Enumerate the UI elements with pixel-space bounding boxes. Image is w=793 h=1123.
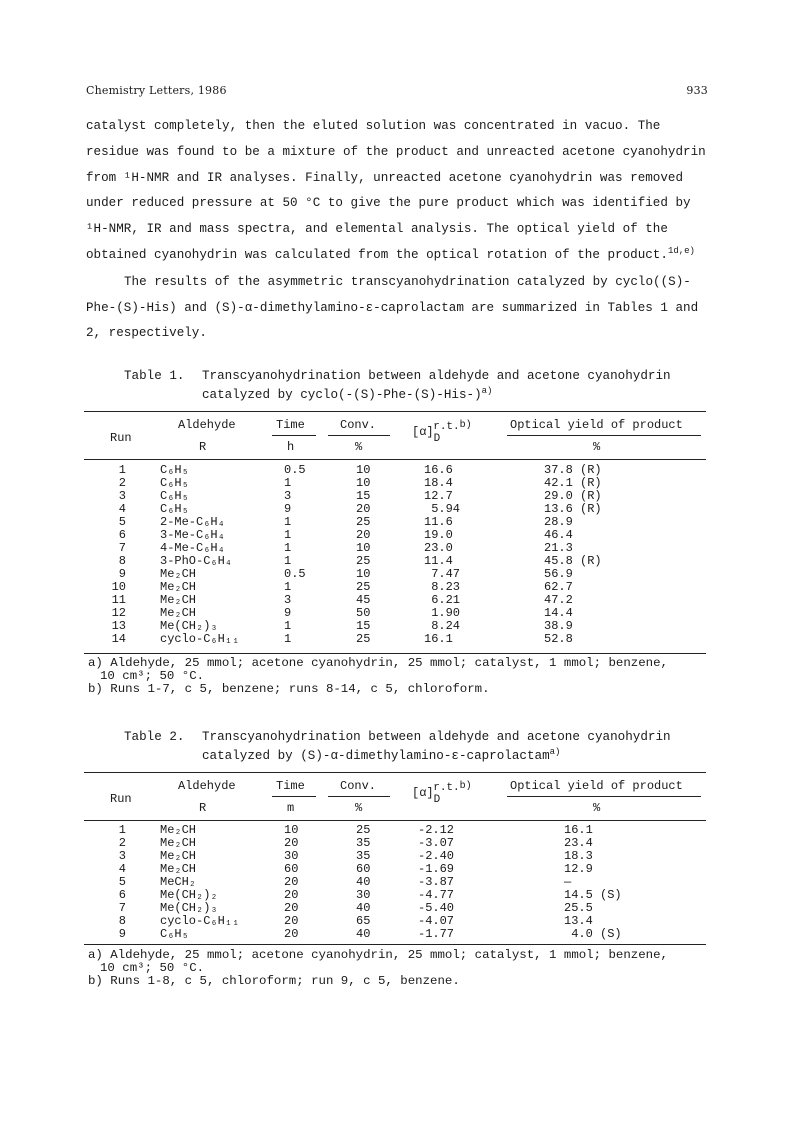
table1-cell-run: 7 bbox=[118, 541, 126, 555]
table2-cell-time: 20 bbox=[284, 901, 299, 915]
table1-cell-conversion: 50 bbox=[356, 606, 371, 620]
table1-caption-line1: Transcyanohydrination between aldehyde and acetone cyanohydrin bbox=[202, 369, 671, 383]
table1-cell-optical-yield: 46.4 bbox=[544, 528, 573, 542]
rotation-note: b) bbox=[459, 781, 472, 792]
table1-cell-rotation: 16.6 bbox=[424, 463, 453, 477]
rotation-note: b) bbox=[459, 420, 472, 431]
table1-cell-conversion: 10 bbox=[356, 463, 371, 477]
table1-cell-aldehyde: C₆H₅ bbox=[160, 476, 189, 490]
table1-cell-rotation: 19.0 bbox=[424, 528, 453, 542]
table1-cell-rotation: 18.4 bbox=[424, 476, 453, 490]
table1-header-time-unit: h bbox=[287, 440, 295, 454]
body-line: from ¹H-NMR and IR analyses. Finally, unreacted acetone cyanohydrin was removed bbox=[86, 170, 684, 185]
page-number: 933 bbox=[686, 84, 708, 97]
table2-cell-conversion: 40 bbox=[356, 901, 371, 915]
table2-cell-run: 2 bbox=[118, 836, 126, 850]
table1-cell-optical-yield: 47.2 bbox=[544, 593, 573, 607]
table2-header-run: Run bbox=[110, 792, 132, 806]
table1-cell-conversion: 15 bbox=[356, 619, 371, 633]
table1-cell-optical-yield: 13.6 (R) bbox=[544, 502, 602, 516]
rotation-sub: D bbox=[433, 794, 441, 806]
table2-header-conv: Conv. bbox=[340, 779, 377, 793]
table1-cell-conversion: 45 bbox=[356, 593, 371, 607]
table1-header-rule bbox=[84, 459, 706, 460]
table1-cell-time: 1 bbox=[284, 515, 292, 529]
table2-header-rule bbox=[84, 820, 706, 821]
table2-cell-rotation: -1.77 bbox=[418, 927, 455, 941]
table1-cell-run: 13 bbox=[111, 619, 126, 633]
body-line: ¹H-NMR, IR and mass spectra, and elemental analysis. The optical yield of the bbox=[86, 222, 668, 237]
table1-cell-optical-yield: 14.4 bbox=[544, 606, 573, 620]
table2-cell-conversion: 40 bbox=[356, 927, 371, 941]
table2-label: Table 2. bbox=[124, 730, 185, 744]
body-line: Phe-(S)-His) and (S)-α-dimethylamino-ε-caprolactam are summarized in Tables 1 and bbox=[86, 300, 699, 315]
table1-cell-optical-yield: 45.8 (R) bbox=[544, 554, 602, 568]
table2-cell-aldehyde: Me(CH₂)₂ bbox=[160, 888, 218, 902]
table1-cell-run: 9 bbox=[118, 567, 126, 581]
body-line: 2, respectively. bbox=[86, 326, 207, 341]
table2-cell-rotation: -1.69 bbox=[418, 862, 455, 876]
table1-bottom-rule bbox=[84, 653, 706, 654]
table2-body bbox=[84, 824, 706, 941]
table1-cell-aldehyde: 3-Me-C₆H₄ bbox=[160, 528, 225, 542]
table2-cell-run: 6 bbox=[118, 888, 126, 902]
body-line: under reduced pressure at 50 °C to give the pure product which was identified by bbox=[86, 196, 691, 211]
table2-cell-conversion: 30 bbox=[356, 888, 371, 902]
table2-header-rotation bbox=[412, 781, 472, 806]
table1-cell-optical-yield: 38.9 bbox=[544, 619, 573, 633]
table1-row bbox=[84, 633, 706, 646]
table1-cell-aldehyde: C₆H₅ bbox=[160, 502, 189, 516]
table2-cell-time: 20 bbox=[284, 875, 299, 889]
table2-cell-run: 1 bbox=[118, 823, 126, 837]
table1-conv-underline bbox=[328, 435, 390, 436]
table1-cell-aldehyde: Me₂CH bbox=[160, 593, 197, 607]
table1-cell-aldehyde: Me₂CH bbox=[160, 606, 197, 620]
table2-row bbox=[84, 928, 706, 941]
table1-cell-conversion: 25 bbox=[356, 632, 371, 646]
table2-cell-optical-yield: 25.5 bbox=[564, 901, 593, 915]
body-line: The results of the asymmetric transcyanohydrination catalyzed by cyclo((S)- bbox=[124, 274, 691, 289]
table2-caption bbox=[124, 728, 671, 766]
table1-cell-optical-yield: 21.3 bbox=[544, 541, 573, 555]
table2-footnotes bbox=[88, 949, 668, 988]
table1-header-run: Run bbox=[110, 431, 132, 445]
table1-header-rotation bbox=[412, 420, 472, 445]
table1-caption bbox=[124, 367, 671, 405]
table1-cell-run: 12 bbox=[111, 606, 126, 620]
table2-cell-aldehyde: Me₂CH bbox=[160, 823, 197, 837]
table2-conv-underline bbox=[328, 796, 390, 797]
table1-header-aldehyde: Aldehyde bbox=[178, 418, 236, 432]
table1-cell-optical-yield: 28.9 bbox=[544, 515, 573, 529]
table2-cell-run: 4 bbox=[118, 862, 126, 876]
table1-cell-rotation: 16.1 bbox=[424, 632, 453, 646]
table2-cell-aldehyde: Me₂CH bbox=[160, 862, 197, 876]
table1-cell-rotation: 12.7 bbox=[424, 489, 453, 503]
table1-cell-rotation: 7.47 bbox=[424, 567, 461, 581]
table1-footnote-b: b) Runs 1-7, c 5, benzene; runs 8-14, c 5, chloroform. bbox=[88, 682, 490, 696]
table2-cell-time: 20 bbox=[284, 914, 299, 928]
table1-cell-run: 3 bbox=[118, 489, 126, 503]
table1-cell-time: 9 bbox=[284, 606, 292, 620]
table1-cell-rotation: 1.90 bbox=[424, 606, 461, 620]
table1-cell-rotation: 6.21 bbox=[424, 593, 461, 607]
table2-cell-conversion: 60 bbox=[356, 862, 371, 876]
table1-oy-underline bbox=[507, 435, 701, 436]
table2-cell-time: 20 bbox=[284, 888, 299, 902]
table2-cell-conversion: 40 bbox=[356, 875, 371, 889]
table2-cell-optical-yield: 16.1 bbox=[564, 823, 593, 837]
table1-header-optical-yield: Optical yield of product bbox=[510, 418, 683, 432]
table2-cell-optical-yield: 12.9 bbox=[564, 862, 593, 876]
body-line: residue was found to be a mixture of the product and unreacted acetone cyanohydrin bbox=[86, 144, 706, 159]
table2-footnote-a: a) Aldehyde, 25 mmol; acetone cyanohydrin, 25 mmol; catalyst, 1 mmol; benzene, bbox=[88, 948, 668, 962]
table1-cell-run: 5 bbox=[118, 515, 126, 529]
reference-marker: 1d,e) bbox=[667, 245, 695, 256]
rotation-symbol: [α] bbox=[412, 425, 434, 439]
table2-cell-time: 20 bbox=[284, 836, 299, 850]
table1-cell-conversion: 10 bbox=[356, 541, 371, 555]
table2-time-underline bbox=[272, 796, 316, 797]
table1-cell-optical-yield: 42.1 (R) bbox=[544, 476, 602, 490]
table1-header-conv: Conv. bbox=[340, 418, 377, 432]
table1-cell-time: 1 bbox=[284, 554, 292, 568]
table1-cell-time: 1 bbox=[284, 580, 292, 594]
table1-cell-rotation: 11.4 bbox=[424, 554, 453, 568]
table1-cell-run: 14 bbox=[111, 632, 126, 646]
rotation-sup: r.t. bbox=[433, 782, 460, 794]
table2-cell-run: 9 bbox=[118, 927, 126, 941]
table1-cell-time: 1 bbox=[284, 632, 292, 646]
table1-cell-aldehyde: 3-PhO-C₆H₄ bbox=[160, 554, 233, 568]
table2-cell-rotation: -3.07 bbox=[418, 836, 455, 850]
table2-cell-rotation: -4.07 bbox=[418, 914, 455, 928]
table1-footnote-a: a) Aldehyde, 25 mmol; acetone cyanohydrin, 25 mmol; catalyst, 1 mmol; benzene, bbox=[88, 656, 668, 670]
table1-cell-aldehyde: 2-Me-C₆H₄ bbox=[160, 515, 225, 529]
table1-cell-run: 1 bbox=[118, 463, 126, 477]
table2-cell-aldehyde: Me(CH₂)₃ bbox=[160, 901, 218, 915]
table1-cell-rotation: 5.94 bbox=[424, 502, 461, 516]
table2-cell-optical-yield: 18.3 bbox=[564, 849, 593, 863]
table2-oy-underline bbox=[507, 796, 701, 797]
table2-cell-optical-yield: 14.5 (S) bbox=[564, 888, 622, 902]
table1-header-conv-unit: % bbox=[355, 440, 363, 454]
table1-cell-run: 10 bbox=[111, 580, 126, 594]
table2-footnote-b: b) Runs 1-8, c 5, chloroform; run 9, c 5, benzene. bbox=[88, 974, 460, 988]
table2-header-aldehyde: Aldehyde bbox=[178, 779, 236, 793]
table1-caption-line2: catalyzed by cyclo(-(S)-Phe-(S)-His-) bbox=[202, 388, 482, 402]
table1-cell-optical-yield: 62.7 bbox=[544, 580, 573, 594]
table1-cell-run: 6 bbox=[118, 528, 126, 542]
table1-cell-aldehyde: cyclo-C₆H₁₁ bbox=[160, 632, 240, 646]
table2-cell-time: 10 bbox=[284, 823, 299, 837]
table2-cell-aldehyde: Me₂CH bbox=[160, 849, 197, 863]
table2-cell-conversion: 65 bbox=[356, 914, 371, 928]
table2-cell-rotation: -2.40 bbox=[418, 849, 455, 863]
table2-caption-line2: catalyzed by (S)-α-dimethylamino-ε-caprolactam bbox=[202, 749, 550, 763]
table2-cell-run: 5 bbox=[118, 875, 126, 889]
table1-cell-time: 1 bbox=[284, 619, 292, 633]
table1-cell-optical-yield: 56.9 bbox=[544, 567, 573, 581]
table1-cell-run: 4 bbox=[118, 502, 126, 516]
table1-cell-aldehyde: Me(CH₂)₃ bbox=[160, 619, 218, 633]
table2-cell-aldehyde: cyclo-C₆H₁₁ bbox=[160, 914, 240, 928]
table1-cell-conversion: 25 bbox=[356, 515, 371, 529]
table1-cell-run: 11 bbox=[111, 593, 126, 607]
table2-cell-run: 3 bbox=[118, 849, 126, 863]
rotation-sub: D bbox=[433, 433, 441, 445]
rotation-sup: r.t. bbox=[433, 421, 460, 433]
table2-header-conv-unit: % bbox=[355, 801, 363, 815]
table1-body bbox=[84, 464, 706, 646]
table2-caption-line1: Transcyanohydrination between aldehyde and acetone cyanohydrin bbox=[202, 730, 671, 744]
table1-label: Table 1. bbox=[124, 369, 185, 383]
table1-caption-note: a) bbox=[481, 386, 493, 396]
table2-cell-rotation: -4.77 bbox=[418, 888, 455, 902]
table2-cell-conversion: 35 bbox=[356, 836, 371, 850]
table2-header-oy-unit: % bbox=[593, 801, 601, 815]
table1-top-rule bbox=[84, 411, 706, 412]
table2-cell-rotation: -3.87 bbox=[418, 875, 455, 889]
table1-cell-conversion: 10 bbox=[356, 567, 371, 581]
table2-top-rule bbox=[84, 772, 706, 773]
table1-cell-aldehyde: 4-Me-C₆H₄ bbox=[160, 541, 225, 555]
table2-cell-time: 30 bbox=[284, 849, 299, 863]
table1-cell-rotation: 11.6 bbox=[424, 515, 453, 529]
table1-cell-optical-yield: 37.8 (R) bbox=[544, 463, 602, 477]
table1-footnote-a-cont: 10 cm³; 50 °C. bbox=[100, 669, 205, 683]
table1-header-oy-unit: % bbox=[593, 440, 601, 454]
table1-cell-rotation: 23.0 bbox=[424, 541, 453, 555]
table1-footnotes bbox=[88, 657, 668, 696]
table1-cell-time: 3 bbox=[284, 489, 292, 503]
table1-cell-time: 1 bbox=[284, 476, 292, 490]
table1-header-r: R bbox=[199, 440, 207, 454]
rotation-symbol: [α] bbox=[412, 786, 434, 800]
table1-cell-run: 2 bbox=[118, 476, 126, 490]
body-line-text: obtained cyanohydrin was calculated from the optical rotation of the product. bbox=[86, 247, 668, 262]
table1-time-underline bbox=[272, 435, 316, 436]
table1-cell-time: 1 bbox=[284, 541, 292, 555]
table2-cell-rotation: -2.12 bbox=[418, 823, 455, 837]
journal-name: Chemistry Letters, 1986 bbox=[86, 84, 227, 97]
table1-cell-conversion: 25 bbox=[356, 580, 371, 594]
table1-cell-time: 9 bbox=[284, 502, 292, 516]
table1-cell-conversion: 20 bbox=[356, 502, 371, 516]
table1-cell-time: 3 bbox=[284, 593, 292, 607]
table1-cell-rotation: 8.24 bbox=[424, 619, 461, 633]
body-text bbox=[86, 114, 726, 347]
table2-cell-time: 60 bbox=[284, 862, 299, 876]
table2-cell-run: 8 bbox=[118, 914, 126, 928]
table2-cell-time: 20 bbox=[284, 927, 299, 941]
table2-bottom-rule bbox=[84, 944, 706, 945]
table1-cell-aldehyde: C₆H₅ bbox=[160, 489, 189, 503]
table2-caption-note: a) bbox=[549, 747, 561, 757]
table2-cell-conversion: 35 bbox=[356, 849, 371, 863]
table1-cell-conversion: 20 bbox=[356, 528, 371, 542]
table2-cell-optical-yield: 4.0 (S) bbox=[564, 927, 622, 941]
table1-cell-optical-yield: 52.8 bbox=[544, 632, 573, 646]
table2-header-time: Time bbox=[276, 779, 305, 793]
table1-cell-time: 1 bbox=[284, 528, 292, 542]
table2-header-r: R bbox=[199, 801, 207, 815]
table2-header-optical-yield: Optical yield of product bbox=[510, 779, 683, 793]
table1-cell-conversion: 25 bbox=[356, 554, 371, 568]
table2-cell-aldehyde: C₆H₅ bbox=[160, 927, 189, 941]
table1-cell-aldehyde: Me₂CH bbox=[160, 580, 197, 594]
table2-cell-optical-yield: 23.4 bbox=[564, 836, 593, 850]
table1-cell-optical-yield: 29.0 (R) bbox=[544, 489, 602, 503]
table1-header-time: Time bbox=[276, 418, 305, 432]
table1-cell-time: 0.5 bbox=[284, 463, 306, 477]
table2-cell-conversion: 25 bbox=[356, 823, 371, 837]
table1-cell-aldehyde: Me₂CH bbox=[160, 567, 197, 581]
table1-cell-aldehyde: C₆H₅ bbox=[160, 463, 189, 477]
body-line: catalyst completely, then the eluted solution was concentrated in vacuo. The bbox=[86, 119, 661, 133]
table2-cell-run: 7 bbox=[118, 901, 126, 915]
table2-header-time-unit: m bbox=[287, 801, 295, 815]
table1-cell-conversion: 10 bbox=[356, 476, 371, 490]
body-line bbox=[86, 243, 726, 269]
table2-cell-optical-yield: — bbox=[564, 875, 572, 889]
table2-cell-aldehyde: MeCH₂ bbox=[160, 875, 197, 889]
table1-cell-rotation: 8.23 bbox=[424, 580, 461, 594]
table2-cell-aldehyde: Me₂CH bbox=[160, 836, 197, 850]
table2-cell-optical-yield: 13.4 bbox=[564, 914, 593, 928]
table1-cell-time: 0.5 bbox=[284, 567, 306, 581]
table2-footnote-a-cont: 10 cm³; 50 °C. bbox=[100, 961, 205, 975]
table2-cell-rotation: -5.40 bbox=[418, 901, 455, 915]
table1-cell-run: 8 bbox=[118, 554, 126, 568]
table1-cell-conversion: 15 bbox=[356, 489, 371, 503]
